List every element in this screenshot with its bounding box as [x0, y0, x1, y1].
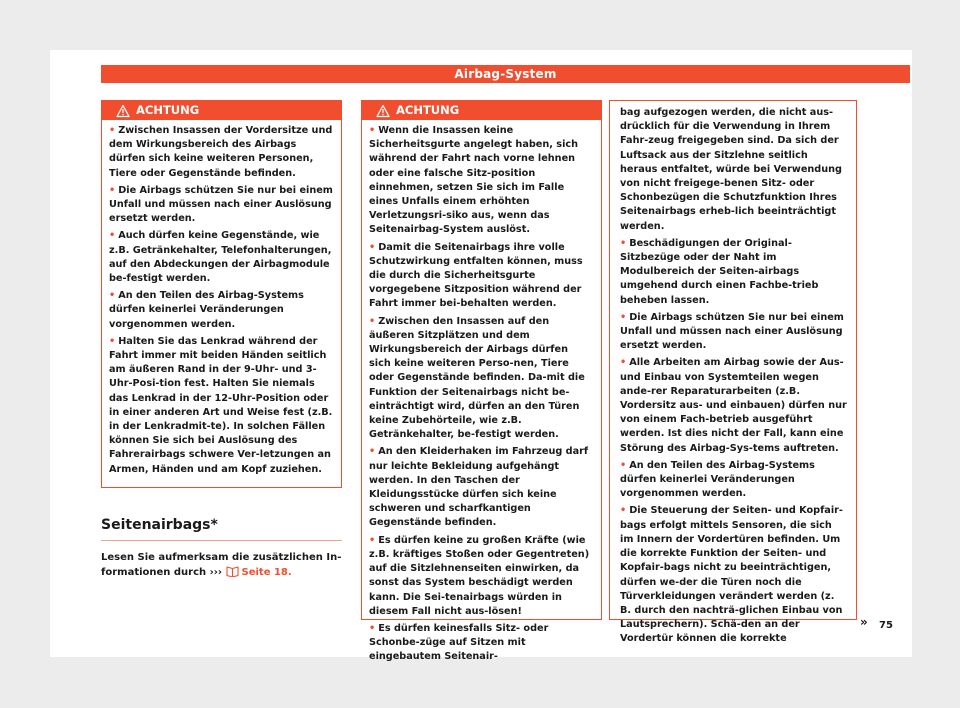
- bullet-icon: •: [620, 237, 627, 249]
- warning-item: • Zwischen den Insassen auf den äußeren Sitzplätzen und dem Wirkungsbereich der Airbags dürfen sich keine weiteren Perso-nen, Tiere oder Gegenstände befinden. Da-mit die Funktion der Seitenairbags nicht be-einträchtigt wird, dürfen an den Türen keine Zubehörteile, wie z.B. Getränkehalter, be-festigt werden.: [369, 315, 585, 441]
- manual-page: [50, 50, 912, 663]
- page-header-title: Airbag-System: [101, 65, 910, 83]
- page-number: 75: [879, 620, 893, 631]
- warning-item: • Auch dürfen keine Gegenstände, wie z.B. Getränkehalter, Telefonhalterungen, auf den Abdeckungen der Airbagmodule be-festigt werden.: [109, 230, 332, 285]
- warning-item: • Die Airbags schützen Sie nur bei einem Unfall und müssen nach einer Auslösung ersetzt werden.: [620, 311, 844, 352]
- warning-box-right: [609, 100, 857, 645]
- bullet-icon: •: [369, 315, 376, 327]
- bullet-icon: •: [620, 311, 627, 323]
- warning-item: • Es dürfen keinesfalls Sitz- oder Schonbe-züge auf Sitzen mit eingebautem Seitenair-: [369, 622, 549, 663]
- section-title: Seitenairbags*: [101, 517, 218, 533]
- bullet-icon: •: [369, 241, 376, 253]
- warning-item: • Halten Sie das Lenkrad während der Fahrt immer mit beiden Händen seitlich am äußeren Rand in der 9-Uhr- und 3-Uhr-Posi-tion fest. Halten Sie niemals das Lenkrad in der 12-Uhr-Position oder in einer anderen Art und Weise fest (z.B. in der Lenkradmit-te). In solchen Fällen können Sie sich bei Auslösung des Fahrerairbags schwere Ver-letzungen an Armen, Händen und am Kopf zuziehen.: [109, 335, 333, 475]
- book-icon: [226, 565, 239, 577]
- section-intro: Lesen Sie aufmerksam die zusätzlichen In-formationen durch ››› Seite 18.: [101, 552, 342, 578]
- continue-marker: »: [860, 615, 868, 629]
- warning-item: • Es dürfen keine zu großen Kräfte (wie z.B. kräftiges Stoßen oder Gegentreten) auf die Sitzlehnenseiten einwirken, da sonst das System beschädigt werden kann. Die Sei-tenairbags würden in diesem Fall nicht aus-lösen!: [369, 534, 590, 617]
- warning-header: [102, 101, 341, 120]
- bullet-icon: •: [369, 622, 376, 634]
- warning-item: • Beschädigungen der Original-Sitzbezüge oder der Naht im Modulbereich der Seiten-airbags umgehend durch einen Fachbe-trieb beheben lassen.: [620, 237, 819, 306]
- bullet-icon: •: [109, 184, 116, 196]
- bullet-icon: •: [109, 290, 116, 302]
- bullet-icon: •: [109, 125, 116, 136]
- warning-continuation-text: bag aufgezogen werden, die nicht aus-drücklich für die Verwendung in Ihrem Fahr-zeug freigegeben sind. Da sich der Luftsack aus der Sitzlehne seitlich heraus entfaltet, würde bei Verwendung von nicht freigege-benen Sitz- oder Schonbezügen die Schutzfunktion Ihres Seitenairbags erheb-lich beeinträchtigt werden.: [620, 107, 842, 232]
- warning-triangle-icon: [116, 104, 130, 118]
- warning-label: ACHTUNG: [396, 103, 460, 117]
- page-reference-link[interactable]: Seite 18.: [226, 567, 292, 578]
- warning-label: ACHTUNG: [136, 103, 200, 117]
- bullet-icon: •: [369, 125, 376, 136]
- bullet-icon: •: [620, 459, 627, 471]
- warning-item: • Alle Arbeiten am Airbag sowie der Aus- und Einbau von Systemteilen wegen ande-rer Reparaturarbeiten (z.B. Vordersitz aus- und einbauen) dürfen nur von einem Fach-betrieb ausgeführt werden. Ist dies nicht der Fall, kann eine Störung des Airbag-Sys-tems auftreten.: [620, 357, 847, 454]
- warning-item: • Zwischen Insassen der Vordersitze und dem Wirkungsbereich des Airbags dürfen sich keine weiteren Personen, Tiere oder Gegenstände befinden.: [109, 125, 333, 179]
- bullet-icon: •: [109, 230, 116, 242]
- bullet-icon: •: [369, 534, 376, 546]
- warning-item: • Damit die Seitenairbags ihre volle Schutzwirkung entfalten können, muss die durch die Sicherheitsgurte vorgegebene Sitzposition während der Fahrt immer bei-behalten werden.: [369, 241, 583, 310]
- warning-item: • Wenn die Insassen keine Sicherheitsgurte angelegt haben, sich während der Fahrt nach vorne lehnen oder eine falsche Sitz-position einnehmen, setzen Sie sich im Falle eines Unfalls einem erhöhten Verletzungsri-siko aus, wenn das Seitenairbag-System auslöst.: [369, 125, 579, 236]
- warning-item: • An den Teilen des Airbag-Systems dürfen keinerlei Veränderungen vorgenommen werden.: [620, 459, 815, 500]
- warning-item: • An den Kleiderhaken im Fahrzeug darf nur leichte Bekleidung aufgehängt werden. In den Taschen der Kleidungsstücke dürfen sich keine schweren und scharfkantigen Gegenstände befinden.: [369, 446, 589, 529]
- warning-header: [362, 101, 601, 120]
- bullet-icon: •: [109, 335, 116, 347]
- bullet-icon: •: [620, 357, 627, 369]
- warning-item: • Die Steuerung der Seiten- und Kopfair-bags erfolgt mittels Sensoren, die sich im Innern der Vordertüren befinden. Um die korrekte Funktion der Seiten- und Kopfair-bags nicht zu beeinträchtigen, dürfen we-der die Türen noch die Türverkleidungen verändert werden (z. B. durch den nachträ-glichen Einbau von Lautsprechern). Schä-den an der Vordertür können die korrekte: [620, 505, 843, 645]
- warning-triangle-icon: [376, 104, 390, 118]
- bullet-icon: •: [369, 446, 376, 458]
- section-divider: [101, 540, 342, 541]
- warning-item: • An den Teilen des Airbag-Systems dürfen keinerlei Veränderungen vorgenommen werden.: [109, 290, 304, 330]
- warning-item: • Die Airbags schützen Sie nur bei einem Unfall und müssen nach einer Auslösung ersetzt werden.: [109, 184, 333, 225]
- warning-box-middle: [361, 100, 602, 663]
- bullet-icon: •: [620, 505, 627, 517]
- warning-box-left: [101, 100, 342, 488]
